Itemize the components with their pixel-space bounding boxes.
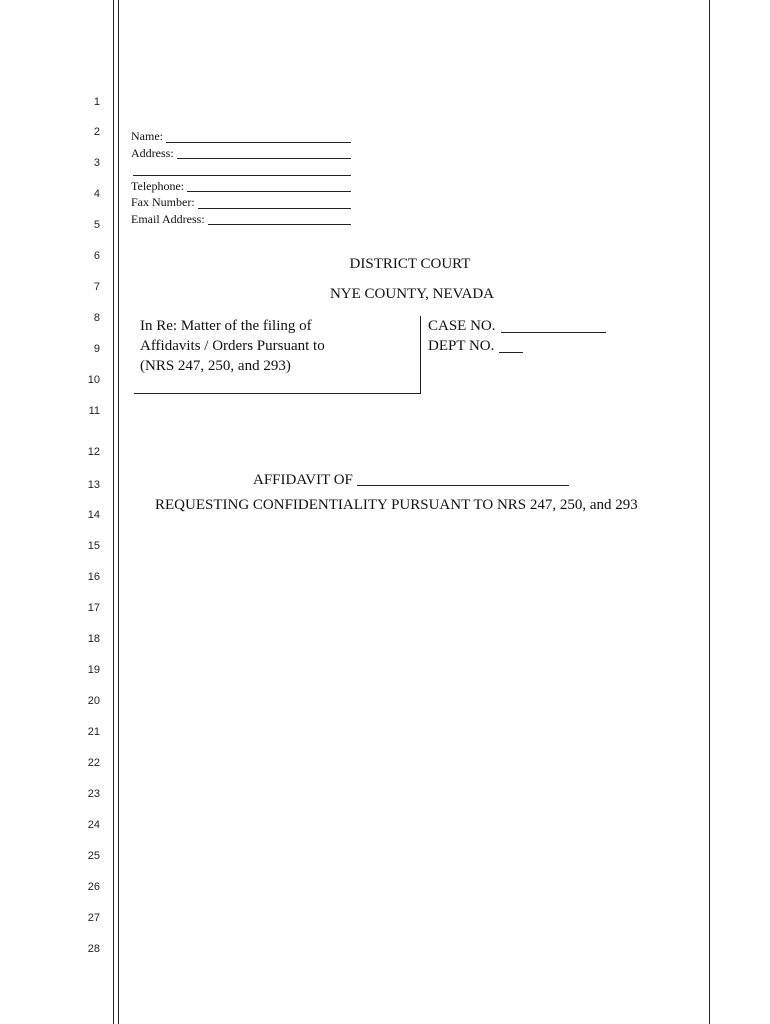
line-number: 15: [87, 540, 100, 552]
line-number: 12: [87, 446, 100, 458]
line-number: 18: [87, 633, 100, 645]
affidavit-title-text: AFFIDAVIT OF: [253, 472, 353, 488]
dept-number-field[interactable]: [499, 338, 523, 353]
case-info: [428, 316, 606, 356]
dept-number-label: DEPT NO.: [428, 338, 495, 354]
left-margin-rule-outer: [113, 0, 114, 1024]
name-label: Name:: [131, 129, 163, 143]
court-name: [119, 256, 709, 273]
line-number: 6: [93, 250, 100, 262]
line-number: 23: [87, 788, 100, 800]
telephone-row: [131, 178, 351, 195]
case-number-field[interactable]: [501, 318, 606, 333]
line-number: 17: [87, 602, 100, 614]
email-field[interactable]: [208, 212, 351, 225]
line-number: 3: [93, 157, 100, 169]
line-number: 26: [87, 881, 100, 893]
case-number-row: [428, 316, 606, 336]
line-number: 13: [87, 479, 100, 491]
address-row-2: [131, 161, 351, 178]
case-caption: [140, 316, 420, 376]
caption-line-1: In Re: Matter of the filing of: [140, 318, 312, 334]
address-label: Address:: [131, 145, 174, 160]
line-number: 16: [87, 571, 100, 583]
line-number: 10: [87, 374, 100, 386]
court-name-text: DISTRICT COURT: [349, 256, 471, 272]
contact-block: [131, 128, 351, 227]
right-margin-rule: [709, 0, 710, 1024]
affidavit-subtitle: REQUESTING CONFIDENTIALITY PURSUANT TO NRS 247, 250, and 293: [155, 497, 638, 513]
dept-number-row: [428, 336, 606, 356]
line-number: 8: [93, 312, 100, 324]
telephone-label: Telephone:: [131, 178, 185, 193]
fax-row: [131, 194, 351, 211]
line-number: 1: [93, 96, 100, 108]
line-number: 9: [93, 343, 100, 355]
court-county-text: NYE COUNTY, NEVADA: [329, 286, 495, 302]
fax-label: Fax Number:: [131, 195, 195, 209]
name-field[interactable]: [166, 130, 351, 143]
caption-line-2: Affidavits / Orders Pursuant to: [140, 338, 325, 354]
address-field-line-2[interactable]: [133, 163, 351, 176]
line-numbers: [0, 0, 110, 1024]
line-number: 2: [93, 126, 100, 138]
line-number: 24: [87, 819, 100, 831]
line-number: 4: [93, 188, 100, 200]
line-number: 5: [93, 219, 100, 231]
left-margin-rule-inner: [118, 0, 119, 1024]
line-number: 14: [87, 509, 100, 521]
email-row: [131, 211, 351, 228]
fax-field[interactable]: [198, 196, 351, 209]
affidavit-title: [253, 471, 569, 489]
case-number-label: CASE NO.: [428, 318, 496, 334]
line-number: 28: [87, 943, 100, 955]
address-field[interactable]: [177, 146, 351, 159]
email-label: Email Address:: [131, 211, 205, 226]
caption-horizontal-rule: [134, 393, 421, 394]
caption-line-3: (NRS 247, 250, and 293): [140, 358, 291, 374]
address-row: [131, 145, 351, 162]
affiant-name-field[interactable]: [357, 471, 569, 486]
line-number: 21: [87, 726, 100, 738]
line-number: 25: [87, 850, 100, 862]
line-number: 20: [87, 695, 100, 707]
caption-vertical-rule: [420, 316, 421, 394]
line-number: 7: [93, 281, 100, 293]
line-number: 11: [88, 405, 100, 417]
court-county: [119, 286, 709, 303]
line-number: 19: [87, 664, 100, 676]
line-number: 27: [87, 912, 100, 924]
telephone-field[interactable]: [187, 179, 351, 192]
line-number: 22: [87, 757, 100, 769]
name-row: [131, 128, 351, 145]
